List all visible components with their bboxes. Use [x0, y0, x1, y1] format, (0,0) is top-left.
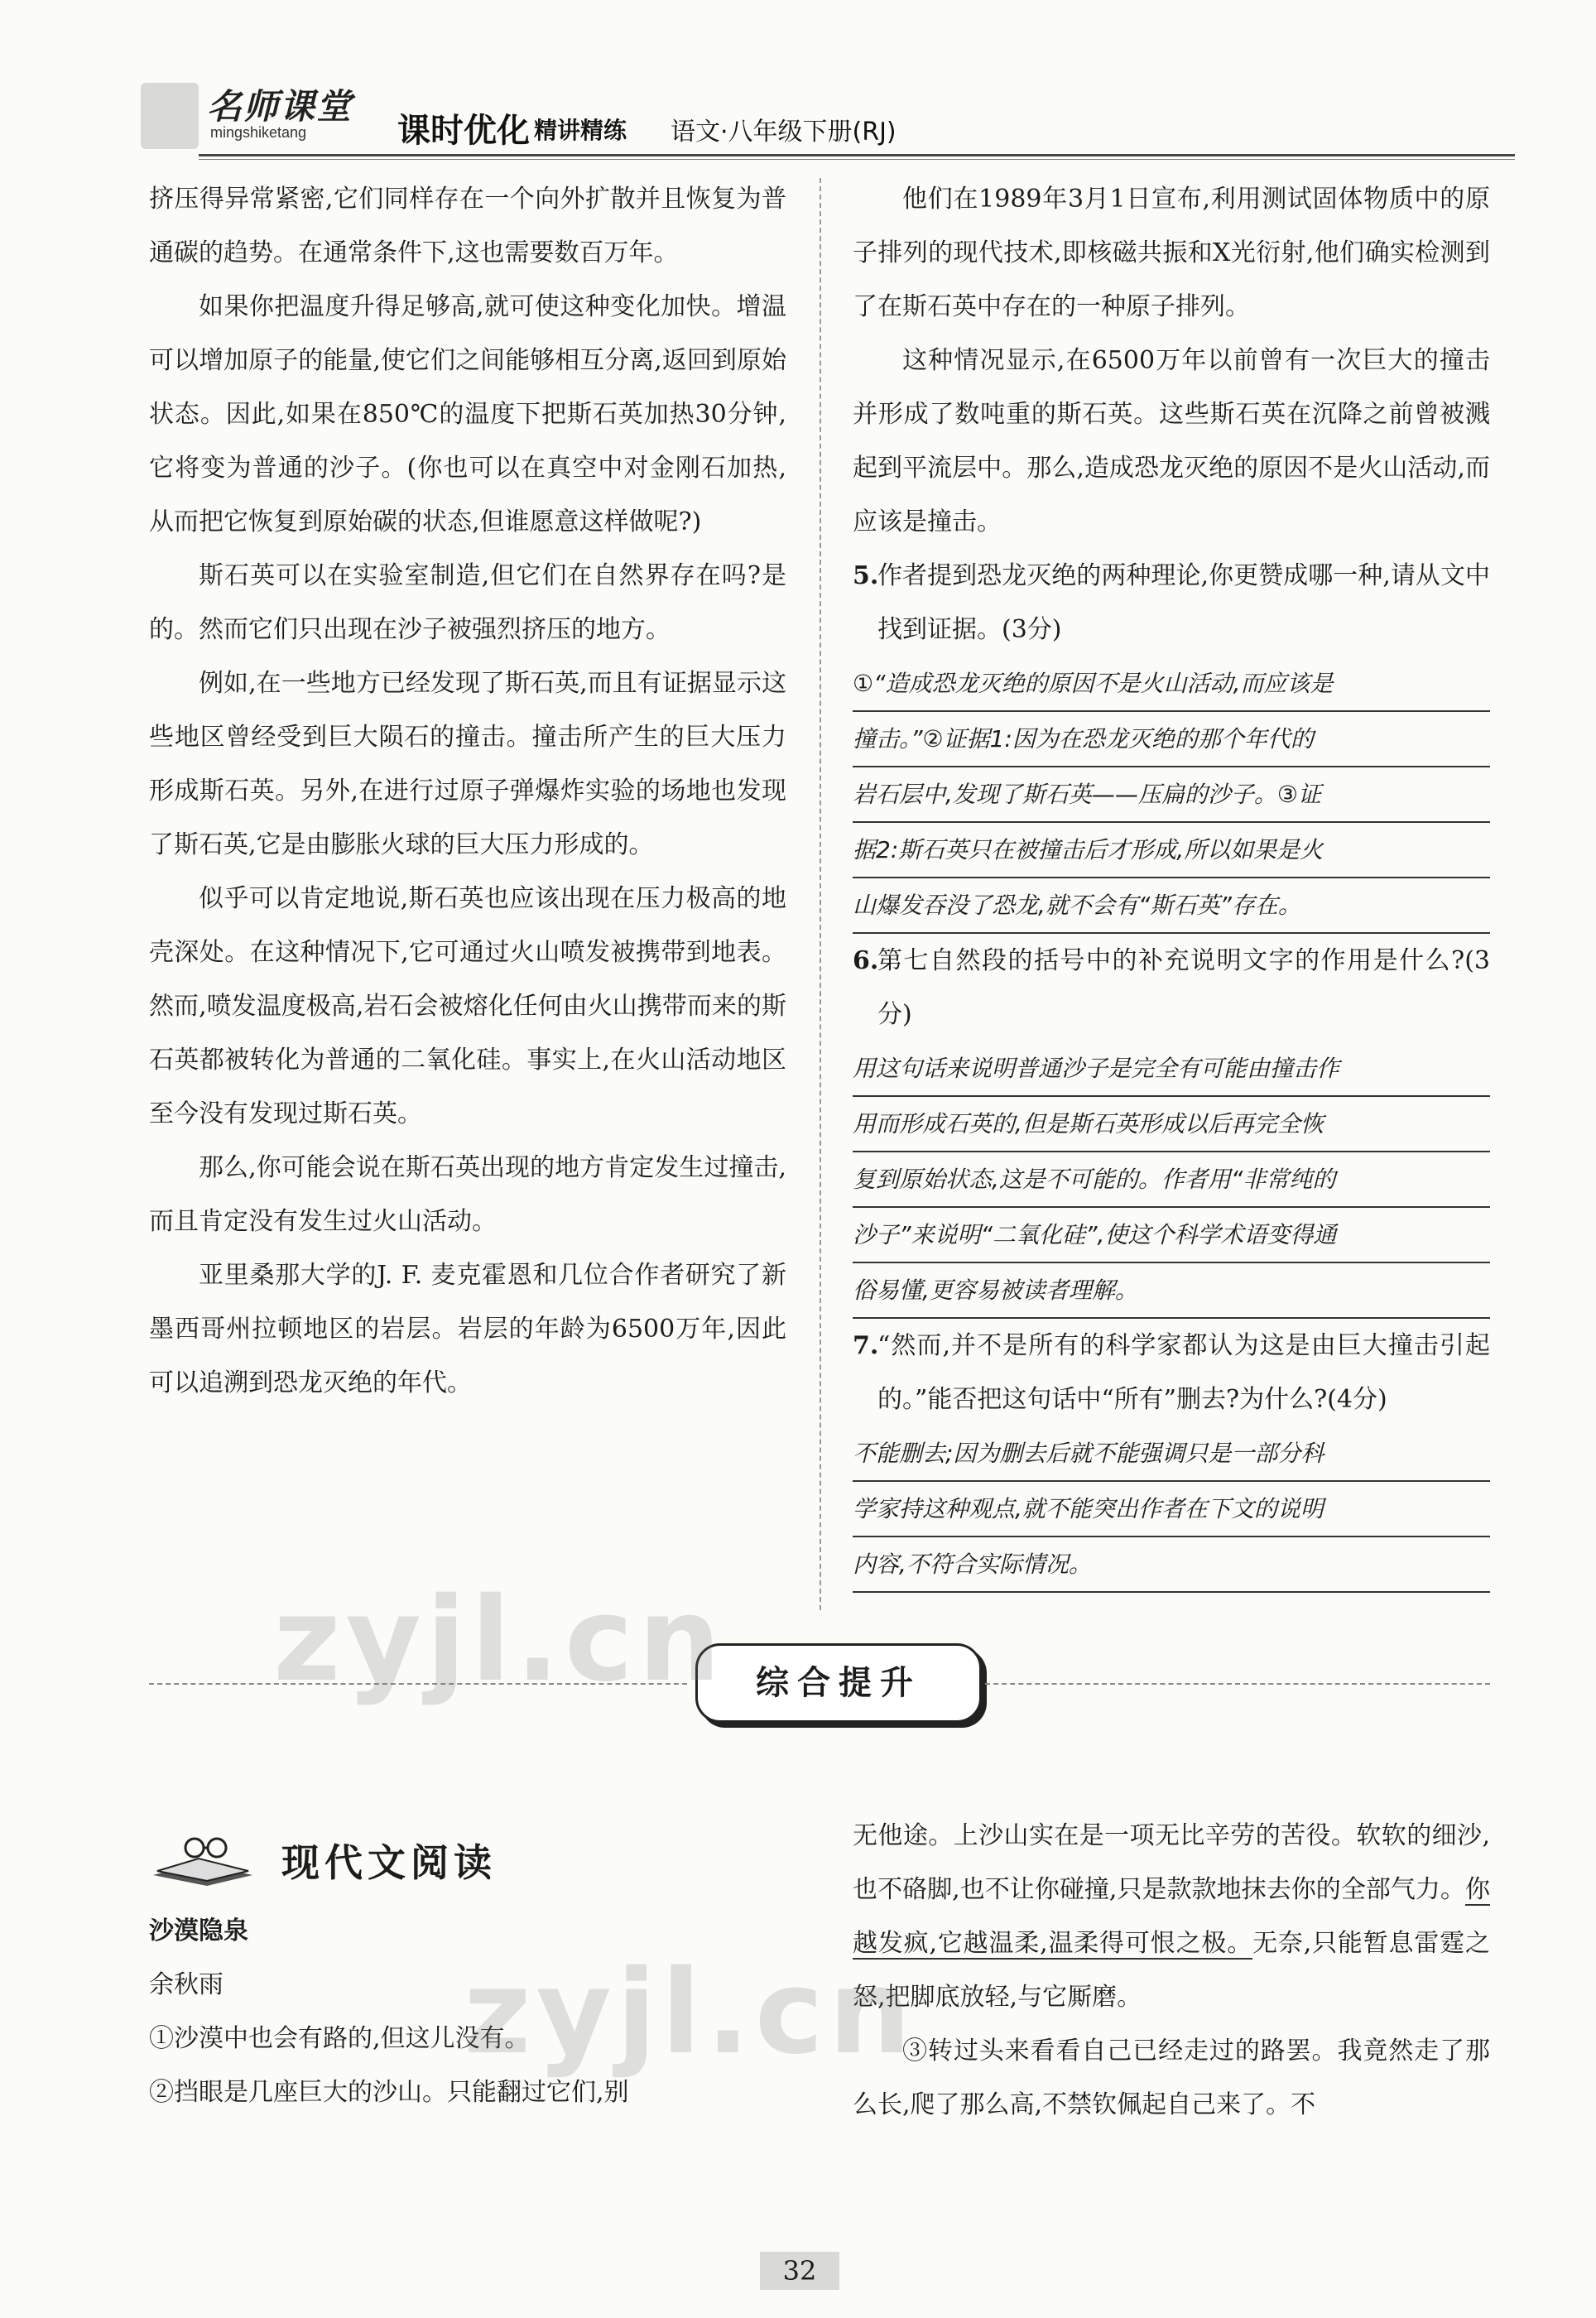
answer-line: 据2:斯石英只在被撞击后才形成,所以如果是火	[853, 823, 1490, 878]
paragraph: ②挡眼是几座巨大的沙山。只能翻过它们,别	[149, 2078, 629, 2107]
question-6	[853, 934, 1490, 1041]
passage-right-column	[853, 1809, 1490, 2132]
question-5	[853, 549, 1490, 656]
column-divider	[820, 178, 821, 1610]
answer-line: ①“造成恐龙灭绝的原因不是火山活动,而应该是	[853, 656, 1490, 712]
paragraph: 斯石英可以在实验室制造,但它们在自然界存在吗?是的。然而它们只出现在沙子被强烈挤压的地方。	[149, 561, 786, 644]
reading-heading-text: 现代文阅读	[281, 1840, 497, 1885]
watermark: zyjl.cn	[464, 1945, 916, 2080]
paragraph: 挤压得异常紧密,它们同样存在一个向外扩散并且恢复为普通碳的趋势。在通常条件下,这也需要数百万年。	[149, 185, 786, 267]
left-column	[149, 172, 786, 1410]
reading-heading	[149, 1821, 563, 1896]
series-subtitle: 精讲精练	[534, 117, 627, 144]
header-rule-thin	[199, 159, 1515, 160]
passage-author: 余秋雨	[149, 1970, 224, 1999]
answer-line: 内容,不符合实际情况。	[853, 1537, 1490, 1593]
paragraph: ①沙漠中也会有路的,但这儿没有。	[149, 2024, 530, 2053]
brand-pinyin: mingshiketang	[210, 124, 307, 141]
answer-line: 学家持这种观点,就不能突出作者在下文的说明	[853, 1482, 1490, 1537]
paragraph: 那么,你可能会说在斯石英出现的地方肯定发生过撞击,而且肯定没有发生过火山活动。	[149, 1153, 786, 1236]
answer-line: 撞击。”②证据1:因为在恐龙灭绝的那个年代的	[853, 712, 1490, 767]
paragraph: 如果你把温度升得足够高,就可使这种变化加快。增温可以增加原子的能量,使它们之间能够相互分离,返回到原始状态。因此,如果在850℃的温度下把斯石英加热30分钟,它将变为普通的沙子。(你也可以在真空中对金刚石加热,从而把它恢复到原始碳的状态,但谁愿意这样做呢?)	[149, 292, 786, 536]
answer-line: 沙子”来说明“二氧化硅”,使这个科学术语变得通	[853, 1208, 1490, 1263]
paragraph: 例如,在一些地方已经发现了斯石英,而且有证据显示这些地区曾经受到巨大陨石的撞击。撞击所产生的巨大压力形成斯石英。另外,在进行过原子弹爆炸实验的场地也发现了斯石英,它是由膨胀火球的巨大压力形成的。	[149, 669, 786, 859]
question-number: 5.	[853, 561, 879, 590]
underlined-sentence: 你越发疯,它越温柔,温柔得可恨之极。	[853, 1875, 1490, 1958]
watermark: zyjl.cn	[273, 1573, 726, 1708]
question-7	[853, 1319, 1490, 1426]
paragraph: 亚里桑那大学的J. F. 麦克霍恩和几位合作者研究了新墨西哥州拉顿地区的岩层。岩层的年龄为6500万年,因此可以追溯到恐龙灭绝的年代。	[149, 1261, 786, 1397]
series-title: 课时优化	[397, 112, 530, 150]
text-run: 无他途。上沙山实在是一项无比辛劳的苦役。软软的细沙,也不硌脚,也不让你碰撞,只是款款地抹去你的全部气力。	[853, 1821, 1490, 1904]
header-rule	[199, 154, 1515, 156]
text-run: 无奈,只能暂息雷霆之怒,把脚底放轻,与它厮磨。	[853, 1929, 1490, 2012]
brand-name: 名师课堂	[207, 86, 353, 127]
answer-line: 岩石层中,发现了斯石英——压扁的沙子。③证	[853, 767, 1490, 823]
question-number: 6.	[853, 946, 879, 975]
answer-7	[853, 1426, 1490, 1593]
subject-label: 语文·八年级下册(RJ)	[671, 118, 897, 147]
paragraph	[853, 1809, 1490, 2024]
right-column	[853, 172, 1490, 1593]
question-text: 第七自然段的括号中的补充说明文字的作用是什么?(3分)	[877, 946, 1490, 1029]
answer-line: 山爆发吞没了恐龙,就不会有“斯石英”存在。	[853, 878, 1490, 934]
answer-line: 用这句话来说明普通沙子是完全有可能由撞击作	[853, 1041, 1490, 1097]
brand-logo-icon	[141, 83, 199, 149]
section-title: 综合提升	[695, 1643, 982, 1723]
page-number: 32	[760, 2252, 839, 2290]
banner-rule-right	[985, 1683, 1490, 1685]
question-number: 7.	[853, 1331, 879, 1360]
paragraph: 这种情况显示,在6500万年以前曾有一次巨大的撞击并形成了数吨重的斯石英。这些斯石英在沉降之前曾被溅起到平流层中。那么,造成恐龙灭绝的原因不是火山活动,而应该是撞击。	[853, 346, 1490, 536]
passage-title: 沙漠隐泉	[149, 1916, 248, 1945]
book-glasses-icon	[149, 1830, 257, 1888]
answer-6	[853, 1041, 1490, 1319]
answer-line: 俗易懂,更容易被读者理解。	[853, 1263, 1490, 1319]
answer-line: 复到原始状态,这是不可能的。作者用“非常纯的	[853, 1152, 1490, 1208]
page-header	[141, 75, 1515, 166]
paragraph: 他们在1989年3月1日宣布,利用测试固体物质中的原子排列的现代技术,即核磁共振和X光衍射,他们确实检测到了在斯石英中存在的一种原子排列。	[853, 185, 1490, 321]
paragraph: 似乎可以肯定地说,斯石英也应该出现在压力极高的地壳深处。在这种情况下,它可通过火山喷发被携带到地表。然而,喷发温度极高,岩石会被熔化任何由火山携带而来的斯石英都被转化为普通的二氧化硅。事实上,在火山活动地区至今没有发现过斯石英。	[149, 884, 786, 1128]
paragraph: ③转过头来看看自己已经走过的路罢。我竟然走了那么长,爬了那么高,不禁钦佩起自己来了。不	[853, 2037, 1490, 2119]
question-text: 作者提到恐龙灭绝的两种理论,你更赞成哪一种,请从文中找到证据。(3分)	[877, 561, 1490, 644]
question-text: “然而,并不是所有的科学家都认为这是由巨大撞击引起的。”能否把这句话中“所有”删去?为什么?(4分)	[877, 1331, 1490, 1414]
answer-line: 用而形成石英的,但是斯石英形成以后再完全恢	[853, 1097, 1490, 1152]
answer-line: 不能删去;因为删去后就不能强调只是一部分科	[853, 1426, 1490, 1482]
answer-5	[853, 656, 1490, 934]
